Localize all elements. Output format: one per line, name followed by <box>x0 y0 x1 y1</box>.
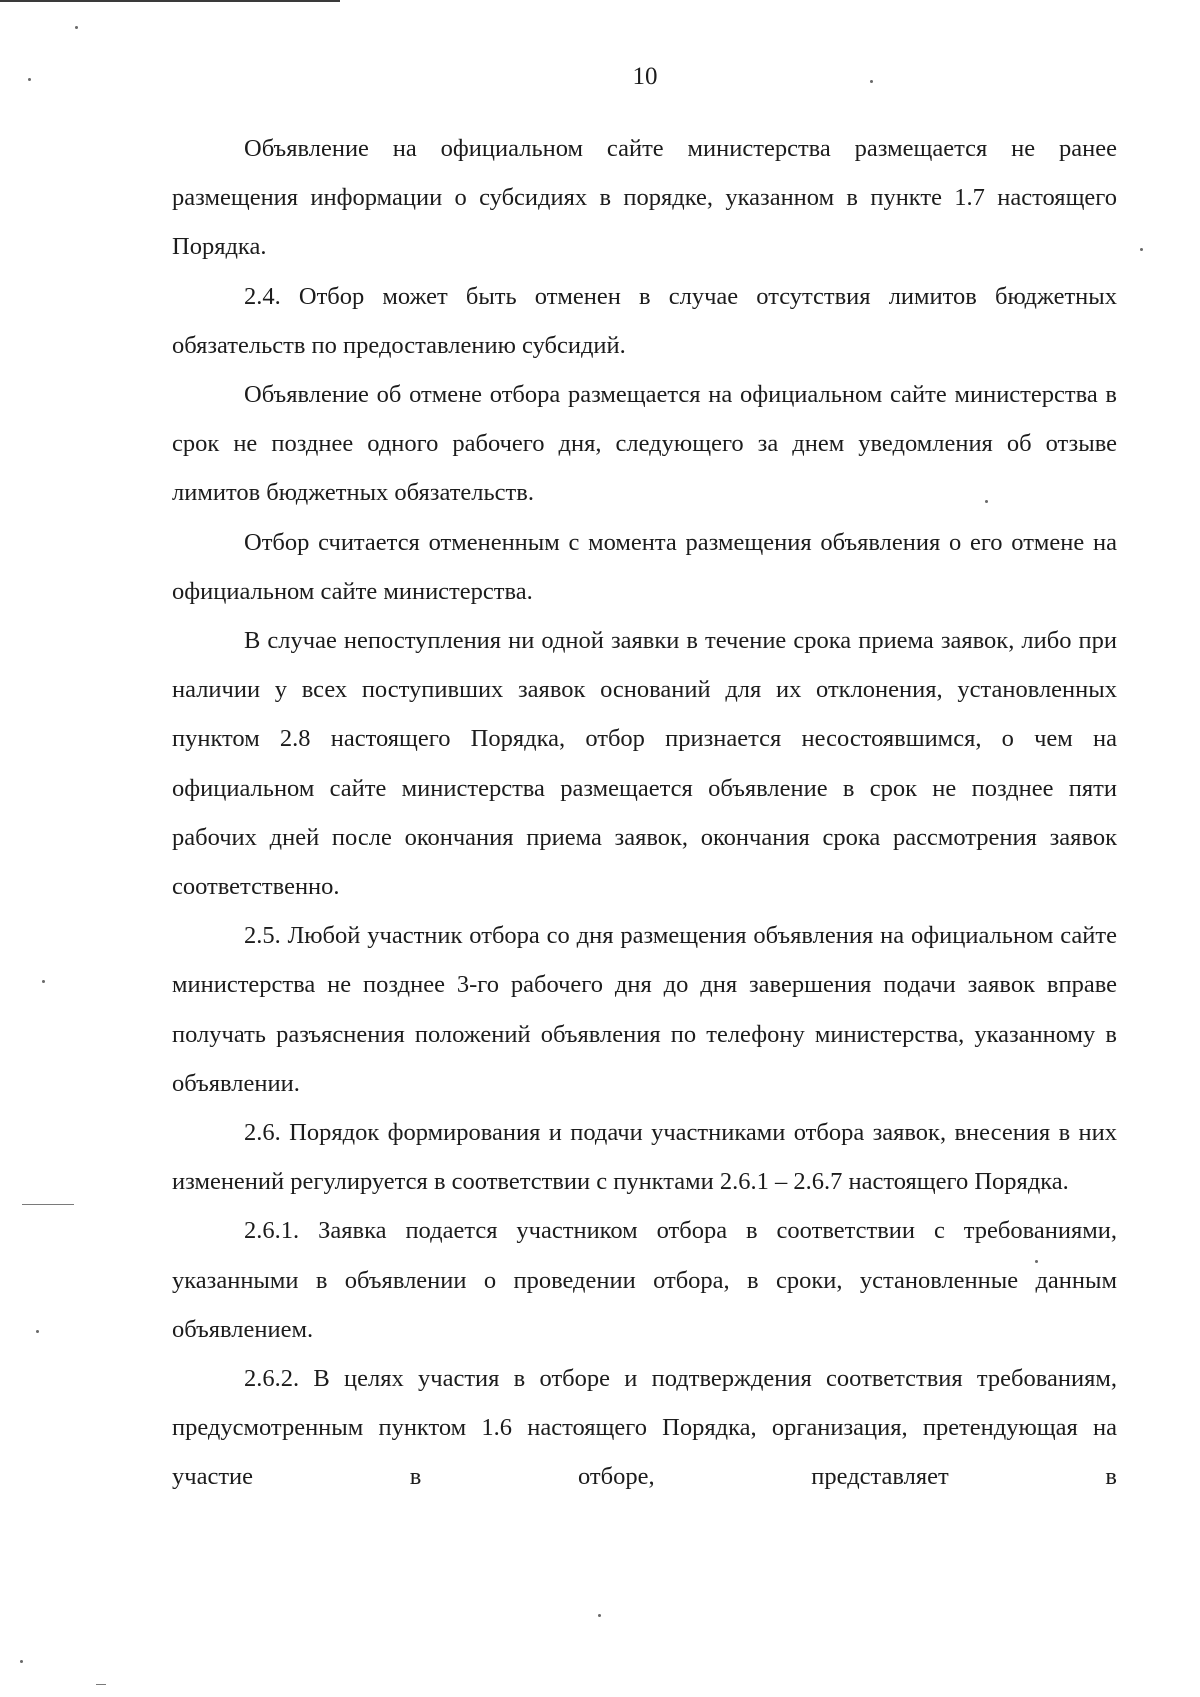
paragraph-2-6-1: 2.6.1. Заявка подается участником отбора в соответствии с требованиями, указанными в объявлении о проведении отбора, в сроки, установленные данным объявлением. <box>172 1217 1117 1343</box>
scan-edge-line <box>0 0 340 2</box>
scan-mark <box>96 1684 106 1685</box>
page-number: 10 <box>632 63 658 90</box>
paragraph-cancellation-notice: Объявление об отмене отбора размещается на официальном сайте министерства в срок не позднее одного рабочего дня, следующего за днем уведомления об отзыве лимитов бюджетных обязательств. <box>172 381 1117 507</box>
document-body <box>172 124 1117 1502</box>
paragraph-2-6-2: 2.6.2. В целях участия в отборе и подтверждения соответствия требованиям, предусмотренным пунктом 1.6 настоящего Порядка, организация, претендующая на участие в отборе, представляет в <box>172 1365 1117 1491</box>
scan-speck <box>1140 248 1143 251</box>
scan-speck <box>870 80 873 83</box>
paragraph-failed-selection: В случае непоступления ни одной заявки в течение срока приема заявок, либо при наличии у всех поступивших заявок оснований для их отклонения, установленных пунктом 2.8 настоящего Порядка, отбор признается несостоявшимся, о чем на официальном сайте министерства размещается объявление в срок не позднее пяти рабочих дней после окончания приема заявок, окончания срока рассмотрения заявок соответственно. <box>172 627 1117 901</box>
scan-speck <box>42 980 45 983</box>
scan-speck <box>985 500 988 503</box>
scan-mark <box>22 1204 74 1205</box>
scan-speck <box>28 78 31 81</box>
paragraph-2-4: 2.4. Отбор может быть отменен в случае отсутствия лимитов бюджетных обязательств по предоставлению субсидий. <box>172 282 1117 359</box>
paragraph-cancellation-effect: Отбор считается отмененным с момента размещения объявления о его отмене на официальном сайте министерства. <box>172 528 1117 605</box>
scan-speck <box>598 1614 601 1617</box>
paragraph-2-6: 2.6. Порядок формирования и подачи участниками отбора заявок, внесения в них изменений регулируется в соответствии с пунктами 2.6.1 – 2.6.7 настоящего Порядка. <box>172 1119 1117 1196</box>
paragraph-2-5: 2.5. Любой участник отбора со дня размещения объявления на официальном сайте министерства не позднее 3-го рабочего дня до дня завершения подачи заявок вправе получать разъяснения положений объявления по телефону министерства, указанному в объявлении. <box>172 922 1117 1097</box>
scan-speck <box>75 26 78 29</box>
scan-speck <box>36 1330 39 1333</box>
scan-speck <box>20 1660 23 1663</box>
paragraph-announcement-timing: Объявление на официальном сайте министерства размещается не ранее размещения информации о субсидиях в порядке, указанном в пункте 1.7 настоящего Порядка. <box>172 135 1117 261</box>
scan-speck <box>1035 1260 1038 1263</box>
